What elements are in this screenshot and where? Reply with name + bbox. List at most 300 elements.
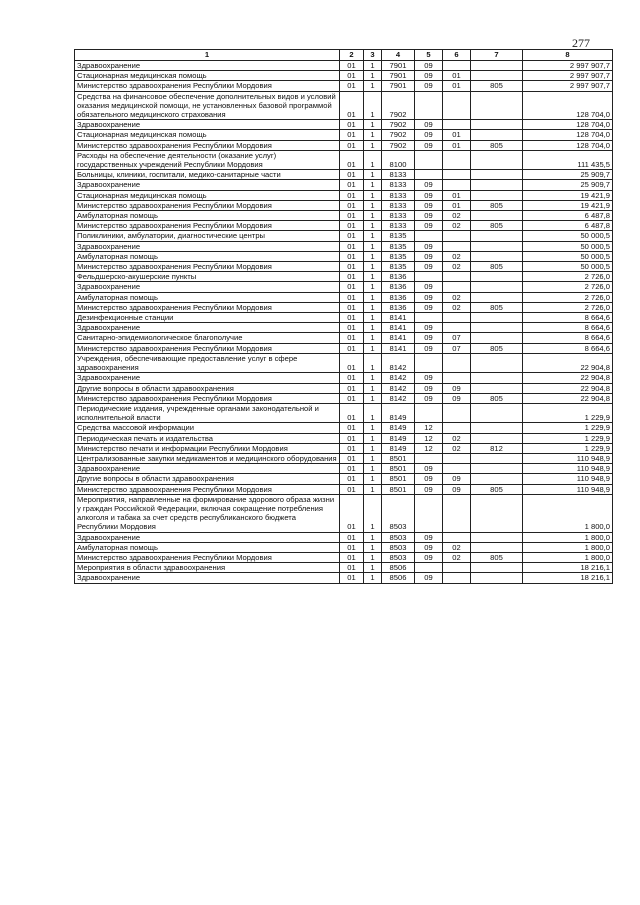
subsection-cell: 01 [443,81,471,91]
description-cell: Министерство здравоохранения Республики Мордовия [75,393,340,403]
table-row [75,241,613,251]
ministry-code-cell: 805 [471,221,523,231]
ministry-code-cell [471,542,523,552]
ministry-code-cell [471,323,523,333]
target-article-cell: 8506 [382,563,415,573]
ministry-code-cell [471,282,523,292]
ministry-code-cell: 805 [471,262,523,272]
amount-cell: 22 904,8 [523,383,613,393]
section-cell: 09 [415,302,443,312]
header-cell: 2 [340,50,364,61]
subsection-cell: 02 [443,433,471,443]
code-3-cell: 1 [364,251,382,261]
code-2-cell: 01 [340,262,364,272]
table-row [75,532,613,542]
code-2-cell: 01 [340,484,364,494]
table-row [75,383,613,393]
description-cell: Больницы, клиники, госпитали, медико-санитарные части [75,170,340,180]
description-cell: Министерство здравоохранения Республики Мордовия [75,81,340,91]
table-row [75,221,613,231]
code-2-cell: 01 [340,313,364,323]
ministry-code-cell: 805 [471,81,523,91]
section-cell: 09 [415,323,443,333]
amount-cell: 8 664,6 [523,333,613,343]
ministry-code-cell: 805 [471,343,523,353]
table-row [75,393,613,403]
code-2-cell: 01 [340,241,364,251]
subsection-cell [443,313,471,323]
ministry-code-cell [471,251,523,261]
code-3-cell: 1 [364,200,382,210]
ministry-code-cell [471,353,523,372]
ministry-code-cell [471,423,523,433]
ministry-code-cell [471,150,523,169]
target-article-cell: 8501 [382,464,415,474]
table-row [75,130,613,140]
ministry-code-cell: 812 [471,443,523,453]
table-row [75,170,613,180]
ministry-code-cell [471,433,523,443]
code-3-cell: 1 [364,393,382,403]
code-3-cell: 1 [364,373,382,383]
code-3-cell: 1 [364,313,382,323]
header-cell: 6 [443,50,471,61]
amount-cell: 8 664,6 [523,343,613,353]
subsection-cell [443,563,471,573]
target-article-cell: 8133 [382,200,415,210]
ministry-code-cell [471,231,523,241]
header-cell: 3 [364,50,382,61]
code-3-cell: 1 [364,241,382,251]
subsection-cell: 01 [443,140,471,150]
ministry-code-cell: 805 [471,393,523,403]
description-cell: Стационарная медицинская помощь [75,130,340,140]
ministry-code-cell [471,211,523,221]
ministry-code-cell [471,464,523,474]
target-article-cell: 7901 [382,61,415,71]
code-3-cell: 1 [364,494,382,532]
ministry-code-cell [471,383,523,393]
code-3-cell: 1 [364,433,382,443]
code-3-cell: 1 [364,323,382,333]
ministry-code-cell [471,272,523,282]
code-2-cell: 01 [340,403,364,422]
section-cell: 09 [415,71,443,81]
code-2-cell: 01 [340,200,364,210]
amount-cell: 128 704,0 [523,130,613,140]
table-row [75,313,613,323]
target-article-cell: 8136 [382,282,415,292]
amount-cell: 8 664,6 [523,313,613,323]
code-2-cell: 01 [340,563,364,573]
table-row [75,494,613,532]
ministry-code-cell [471,313,523,323]
subsection-cell [443,91,471,120]
code-3-cell: 1 [364,474,382,484]
code-3-cell: 1 [364,180,382,190]
table-row [75,61,613,71]
code-2-cell: 01 [340,333,364,343]
code-3-cell: 1 [364,292,382,302]
table-row [75,272,613,282]
code-3-cell: 1 [364,333,382,343]
code-2-cell: 01 [340,150,364,169]
description-cell: Стационарная медицинская помощь [75,71,340,81]
amount-cell: 2 726,0 [523,282,613,292]
description-cell: Учреждения, обеспечивающие предоставление услуг в сфере здравоохранения [75,353,340,372]
code-2-cell: 01 [340,323,364,333]
amount-cell: 18 216,1 [523,573,613,583]
section-cell [415,272,443,282]
code-3-cell: 1 [364,262,382,272]
ministry-code-cell [471,292,523,302]
code-2-cell: 01 [340,542,364,552]
ministry-code-cell: 805 [471,200,523,210]
target-article-cell: 7902 [382,140,415,150]
subsection-cell: 02 [443,251,471,261]
subsection-cell: 01 [443,200,471,210]
description-cell: Здравоохранение [75,180,340,190]
subsection-cell: 01 [443,190,471,200]
target-article-cell: 8501 [382,474,415,484]
description-cell: Дезинфекционные станции [75,313,340,323]
subsection-cell: 02 [443,302,471,312]
code-2-cell: 01 [340,272,364,282]
code-2-cell: 01 [340,393,364,403]
description-cell: Министерство здравоохранения Республики Мордовия [75,221,340,231]
subsection-cell: 02 [443,262,471,272]
table-row [75,433,613,443]
target-article-cell: 8133 [382,211,415,221]
ministry-code-cell [471,71,523,81]
target-article-cell: 8506 [382,573,415,583]
table-row [75,323,613,333]
code-3-cell: 1 [364,484,382,494]
target-article-cell: 8149 [382,423,415,433]
amount-cell: 1 229,9 [523,433,613,443]
amount-cell: 25 909,7 [523,170,613,180]
code-2-cell: 01 [340,190,364,200]
code-3-cell: 1 [364,231,382,241]
ministry-code-cell: 805 [471,484,523,494]
ministry-code-cell [471,563,523,573]
section-cell: 09 [415,333,443,343]
ministry-code-cell [471,373,523,383]
ministry-code-cell [471,241,523,251]
table-row [75,423,613,433]
amount-cell: 110 948,9 [523,484,613,494]
target-article-cell: 8141 [382,333,415,343]
subsection-cell [443,464,471,474]
table-row [75,443,613,453]
section-cell [415,313,443,323]
section-cell: 09 [415,241,443,251]
subsection-cell [443,453,471,463]
amount-cell: 2 997 907,7 [523,71,613,81]
section-cell [415,563,443,573]
subsection-cell: 07 [443,333,471,343]
subsection-cell: 02 [443,221,471,231]
subsection-cell: 09 [443,383,471,393]
description-cell: Здравоохранение [75,573,340,583]
code-3-cell: 1 [364,211,382,221]
table-body [75,61,613,584]
table-row [75,262,613,272]
table-row [75,464,613,474]
description-cell: Амбулаторная помощь [75,211,340,221]
subsection-cell: 07 [443,343,471,353]
amount-cell: 110 948,9 [523,453,613,463]
target-article-cell: 7902 [382,91,415,120]
subsection-cell [443,323,471,333]
subsection-cell: 09 [443,474,471,484]
table-row [75,453,613,463]
amount-cell: 110 948,9 [523,464,613,474]
amount-cell: 128 704,0 [523,120,613,130]
target-article-cell: 8149 [382,433,415,443]
subsection-cell [443,61,471,71]
target-article-cell: 7902 [382,120,415,130]
code-3-cell: 1 [364,282,382,292]
code-3-cell: 1 [364,71,382,81]
section-cell [415,150,443,169]
code-3-cell: 1 [364,532,382,542]
target-article-cell: 8501 [382,484,415,494]
table-row [75,403,613,422]
ministry-code-cell [471,190,523,200]
code-3-cell: 1 [364,573,382,583]
section-cell: 09 [415,262,443,272]
section-cell: 09 [415,532,443,542]
description-cell: Министерство печати и информации Республики Мордовия [75,443,340,453]
description-cell: Министерство здравоохранения Республики Мордовия [75,262,340,272]
amount-cell: 19 421,9 [523,190,613,200]
subsection-cell: 09 [443,393,471,403]
description-cell: Здравоохранение [75,323,340,333]
section-cell [415,353,443,372]
section-cell: 09 [415,200,443,210]
subsection-cell [443,231,471,241]
description-cell: Периодическая печать и издательства [75,433,340,443]
amount-cell: 2 997 907,7 [523,61,613,71]
section-cell: 09 [415,573,443,583]
page-number: 277 [572,36,590,50]
ministry-code-cell: 805 [471,140,523,150]
subsection-cell [443,170,471,180]
description-cell: Министерство здравоохранения Республики Мордовия [75,140,340,150]
target-article-cell: 8133 [382,180,415,190]
amount-cell: 2 726,0 [523,292,613,302]
code-3-cell: 1 [364,443,382,453]
amount-cell: 6 487,8 [523,211,613,221]
code-2-cell: 01 [340,140,364,150]
ministry-code-cell: 805 [471,302,523,312]
ministry-code-cell [471,333,523,343]
section-cell: 09 [415,373,443,383]
section-cell [415,494,443,532]
description-cell: Централизованные закупки медикаментов и медицинского оборудования [75,453,340,463]
amount-cell: 22 904,8 [523,353,613,372]
target-article-cell: 8135 [382,262,415,272]
table-row [75,211,613,221]
section-cell: 09 [415,130,443,140]
target-article-cell: 8135 [382,231,415,241]
target-article-cell: 8503 [382,552,415,562]
subsection-cell [443,180,471,190]
target-article-cell: 7902 [382,130,415,140]
section-cell: 09 [415,221,443,231]
section-cell [415,453,443,463]
description-cell: Фельдшерско-акушерские пункты [75,272,340,282]
target-article-cell: 8503 [382,532,415,542]
code-2-cell: 01 [340,221,364,231]
code-3-cell: 1 [364,150,382,169]
table-row [75,71,613,81]
section-cell: 09 [415,484,443,494]
code-3-cell: 1 [364,140,382,150]
subsection-cell: 02 [443,443,471,453]
section-cell: 09 [415,140,443,150]
target-article-cell: 7901 [382,81,415,91]
code-3-cell: 1 [364,343,382,353]
code-3-cell: 1 [364,302,382,312]
description-cell: Стационарная медицинская помощь [75,190,340,200]
code-3-cell: 1 [364,542,382,552]
amount-cell: 22 904,8 [523,393,613,403]
header-cell: 1 [75,50,340,61]
subsection-cell [443,150,471,169]
section-cell: 09 [415,393,443,403]
code-2-cell: 01 [340,302,364,312]
subsection-cell [443,373,471,383]
amount-cell: 8 664,6 [523,323,613,333]
code-2-cell: 01 [340,91,364,120]
section-cell: 12 [415,433,443,443]
table-row [75,81,613,91]
table-row [75,552,613,562]
section-cell: 09 [415,552,443,562]
budget-table [74,49,613,584]
section-cell: 09 [415,542,443,552]
description-cell: Здравоохранение [75,241,340,251]
amount-cell: 2 726,0 [523,302,613,312]
amount-cell: 1 800,0 [523,542,613,552]
section-cell: 12 [415,423,443,433]
target-article-cell: 8142 [382,393,415,403]
table-row [75,282,613,292]
target-article-cell: 8149 [382,403,415,422]
description-cell: Министерство здравоохранения Республики Мордовия [75,552,340,562]
subsection-cell [443,573,471,583]
description-cell: Периодические издания, учрежденные органами законодательной и исполнительной власти [75,403,340,422]
header-cell: 8 [523,50,613,61]
code-2-cell: 01 [340,170,364,180]
target-article-cell: 8141 [382,313,415,323]
description-cell: Другие вопросы в области здравоохранения [75,383,340,393]
amount-cell: 1 229,9 [523,403,613,422]
code-3-cell: 1 [364,403,382,422]
header-cell: 4 [382,50,415,61]
code-2-cell: 01 [340,211,364,221]
target-article-cell: 8133 [382,190,415,200]
target-article-cell: 8133 [382,221,415,231]
description-cell: Амбулаторная помощь [75,251,340,261]
subsection-cell: 09 [443,484,471,494]
description-cell: Министерство здравоохранения Республики Мордовия [75,343,340,353]
amount-cell: 110 948,9 [523,474,613,484]
ministry-code-cell [471,120,523,130]
code-2-cell: 01 [340,353,364,372]
subsection-cell [443,532,471,542]
code-2-cell: 01 [340,464,364,474]
table-row [75,140,613,150]
target-article-cell: 8142 [382,373,415,383]
description-cell: Средства массовой информации [75,423,340,433]
target-article-cell: 8136 [382,302,415,312]
table-row [75,180,613,190]
table-row [75,563,613,573]
amount-cell: 50 000,5 [523,241,613,251]
amount-cell: 1 800,0 [523,494,613,532]
amount-cell: 50 000,5 [523,231,613,241]
subsection-cell: 02 [443,542,471,552]
table-row [75,373,613,383]
code-3-cell: 1 [364,221,382,231]
subsection-cell [443,241,471,251]
code-3-cell: 1 [364,453,382,463]
section-cell: 09 [415,282,443,292]
description-cell: Министерство здравоохранения Республики Мордовия [75,200,340,210]
code-2-cell: 01 [340,81,364,91]
table-row [75,343,613,353]
code-2-cell: 01 [340,383,364,393]
ministry-code-cell [471,573,523,583]
section-cell: 09 [415,251,443,261]
code-3-cell: 1 [364,81,382,91]
code-2-cell: 01 [340,71,364,81]
amount-cell: 1 229,9 [523,443,613,453]
description-cell: Здравоохранение [75,532,340,542]
target-article-cell: 8135 [382,251,415,261]
target-article-cell: 8135 [382,241,415,251]
code-2-cell: 01 [340,373,364,383]
amount-cell: 50 000,5 [523,262,613,272]
section-cell [415,403,443,422]
table-row [75,333,613,343]
target-article-cell: 7901 [382,71,415,81]
section-cell: 09 [415,120,443,130]
subsection-cell [443,272,471,282]
target-article-cell: 8136 [382,272,415,282]
target-article-cell: 8149 [382,443,415,453]
table-row [75,251,613,261]
description-cell: Другие вопросы в области здравоохранения [75,474,340,484]
section-cell [415,91,443,120]
section-cell: 09 [415,180,443,190]
code-3-cell: 1 [364,353,382,372]
table-row [75,231,613,241]
subsection-cell [443,423,471,433]
code-3-cell: 1 [364,91,382,120]
target-article-cell: 8142 [382,353,415,372]
description-cell: Здравоохранение [75,464,340,474]
description-cell: Здравоохранение [75,120,340,130]
code-2-cell: 01 [340,343,364,353]
amount-cell: 22 904,8 [523,373,613,383]
amount-cell: 25 909,7 [523,180,613,190]
amount-cell: 128 704,0 [523,140,613,150]
amount-cell: 19 421,9 [523,200,613,210]
